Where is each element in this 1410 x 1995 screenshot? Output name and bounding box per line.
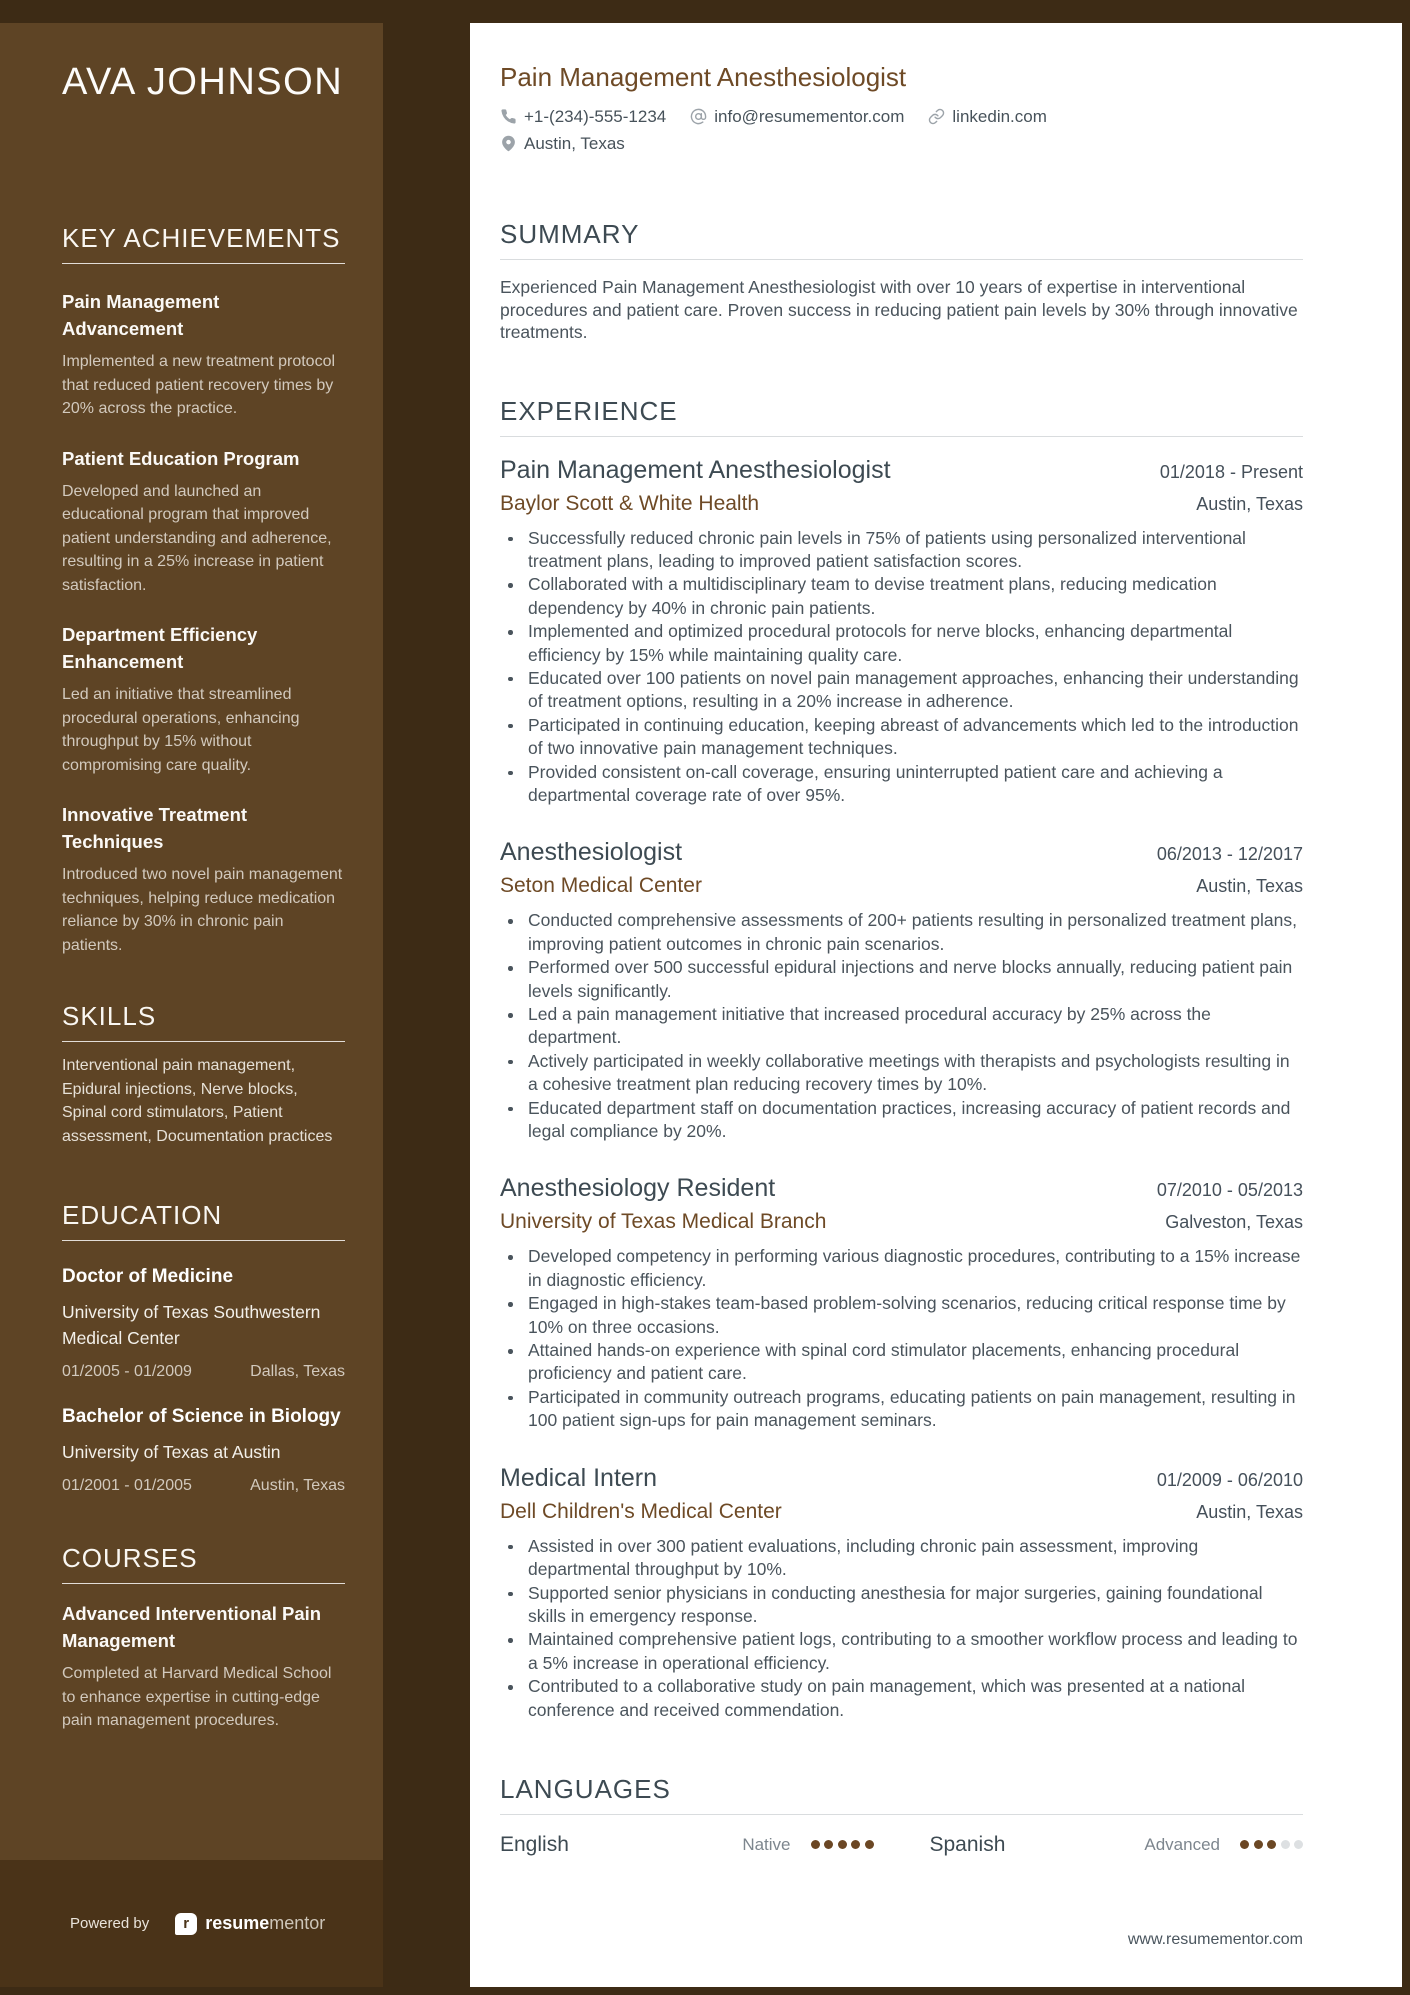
phone-contact[interactable] (500, 103, 666, 130)
job-title: Anesthesiologist (500, 838, 683, 867)
proficiency-dot (811, 1840, 820, 1849)
job-bullet: Educated over 100 patients on novel pain management approaches, enhancing their understanding of treatment options, resulting in a 20% increase in adherence. (500, 667, 1303, 714)
courses-section (62, 1543, 345, 1733)
section-divider (500, 259, 1303, 260)
achievement-title: Patient Education Program (62, 447, 300, 469)
sidebar (0, 23, 383, 1860)
proficiency-dot (1267, 1840, 1276, 1849)
education-meta (62, 1477, 345, 1495)
job-location: Austin, Texas (1196, 1501, 1303, 1522)
job-title: Anesthesiology Resident (500, 1174, 776, 1203)
job-bullet: Led a pain management initiative that increased procedural accuracy by 25% across the department. (500, 1003, 1303, 1050)
job-bullet: Contributed to a collaborative study on pain management, which was presented at a national conference and received commendation. (500, 1675, 1303, 1722)
at-sign-icon (690, 108, 707, 125)
brand-bold: resume (205, 1913, 270, 1933)
company-name: Dell Children's Medical Center (500, 1499, 782, 1523)
job-bullet: Successfully reduced chronic pain levels in 75% of patients using personalized interventional treatment plans, leading to improved patient satisfaction scores. (500, 527, 1303, 574)
proficiency-dot (1281, 1840, 1290, 1849)
company-name: University of Texas Medical Branch (500, 1210, 827, 1234)
job-bullet: Implemented and optimized procedural protocols for nerve blocks, enhancing departmental efficiency by 15% while maintaining quality care. (500, 620, 1303, 667)
language-level-group (1144, 1835, 1303, 1855)
contact-block (500, 103, 1303, 157)
achievements-list (62, 288, 345, 957)
education-meta (62, 1363, 345, 1381)
education-item (62, 1263, 345, 1381)
proficiency-dot (1240, 1840, 1249, 1849)
job-dates: 01/2009 - 06/2010 (1156, 1469, 1303, 1490)
job-bullet: Conducted comprehensive assessments of 200+ patients resulting in personalized treatment plans, improving patient outcomes in chronic pain scenarios. (500, 909, 1303, 956)
achievement-title: Innovative Treatment Techniques (62, 804, 248, 852)
summary-section (500, 219, 1303, 344)
candidate-name: AVA JOHNSON (62, 61, 344, 103)
linkedin-contact[interactable] (928, 103, 1047, 130)
degree-title: Doctor of Medicine (62, 1266, 234, 1287)
skills-text: Interventional pain management, Epidural injections, Nerve blocks, Spinal cord stimulators, Patient assessment, Documentation practices (62, 1057, 333, 1145)
degree-title: Bachelor of Science in Biology (62, 1406, 341, 1427)
company-name: Baylor Scott & White Health (500, 491, 760, 515)
education-heading: EDUCATION (62, 1200, 223, 1230)
language-proficiency-dots (1240, 1840, 1303, 1849)
job-subheader-row (500, 873, 1303, 899)
language-item (930, 1833, 1304, 1857)
languages-list (500, 1833, 1303, 1857)
job-entry (500, 1173, 1303, 1432)
job-bullet: Participated in continuing education, keeping abreast of advancements which led to the introduction of two innovative pain management techniques. (500, 714, 1303, 761)
school-name: University of Texas at Austin (62, 1442, 281, 1462)
job-subheader-row (500, 1499, 1303, 1525)
proficiency-dot (851, 1840, 860, 1849)
jobs-list (500, 455, 1303, 1722)
proficiency-dot (1294, 1840, 1303, 1849)
job-dates: 07/2010 - 05/2013 (1156, 1180, 1303, 1201)
education-item (62, 1403, 345, 1495)
section-divider (62, 263, 345, 264)
achievement-description: Developed and launched an educational program that improved patient understanding and adherence, resulting in a 25% increase in patient satisfaction. (62, 482, 332, 594)
proficiency-dot (865, 1840, 874, 1849)
language-item (500, 1833, 874, 1857)
job-entry (500, 1463, 1303, 1722)
section-divider (500, 436, 1303, 437)
key-achievements-section (62, 223, 345, 957)
achievement-item (62, 621, 345, 777)
job-bullet: Performed over 500 successful epidural injections and nerve blocks annually, reducing patient pain levels significantly. (500, 956, 1303, 1003)
phone-icon (500, 108, 517, 125)
job-location: Galveston, Texas (1165, 1212, 1303, 1233)
email-contact[interactable] (690, 103, 904, 130)
linkedin-url: linkedin.com (952, 107, 1047, 126)
job-entry (500, 455, 1303, 808)
contact-row-1 (500, 103, 1303, 130)
language-level: Advanced (1144, 1834, 1220, 1854)
experience-heading: EXPERIENCE (500, 395, 678, 426)
job-dates: 01/2018 - Present (1159, 461, 1303, 482)
job-bullet: Assisted in over 300 patient evaluations, including chronic pain assessment, improving departmental throughput by 10%. (500, 1535, 1303, 1582)
brand-wordmark (205, 1913, 325, 1934)
job-bullet: Participated in community outreach programs, educating patients on pain management, resulting in 100 patient sign-ups for pain management seminars. (500, 1386, 1303, 1433)
job-location: Austin, Texas (1196, 493, 1303, 514)
section-divider (62, 1041, 345, 1042)
job-bullet: Actively participated in weekly collaborative meetings with therapists and psychologists resulting in a cohesive treatment plan reducing recovery times by 10%. (500, 1050, 1303, 1097)
achievement-description: Implemented a new treatment protocol that reduced patient recovery times by 20% across the practice. (62, 353, 336, 417)
section-divider (62, 1240, 345, 1241)
skills-section (62, 1001, 345, 1148)
language-name: English (500, 1832, 569, 1856)
language-proficiency-dots (811, 1840, 874, 1849)
key-achievements-heading: KEY ACHIEVEMENTS (62, 223, 341, 253)
education-location: Austin, Texas (250, 1477, 345, 1494)
proficiency-dot (1254, 1840, 1263, 1849)
school-name: University of Texas Southwestern Medical Center (62, 1302, 321, 1348)
job-header-row (500, 1463, 1303, 1493)
job-bullet: Provided consistent on-call coverage, ensuring uninterrupted patient care and achieving a departmental coverage rate of over 95%. (500, 761, 1303, 808)
job-bullet: Educated department staff on documentation practices, increasing accuracy of patient records and legal compliance by 20%. (500, 1097, 1303, 1144)
job-bullets (500, 1245, 1303, 1432)
language-name: Spanish (929, 1832, 1006, 1856)
languages-section (500, 1774, 1303, 1857)
achievement-description: Introduced two novel pain management techniques, helping reduce medication reliance by 30% in chronic pain patients. (62, 866, 343, 954)
languages-heading: LANGUAGES (500, 1773, 671, 1804)
proficiency-dot (838, 1840, 847, 1849)
achievement-title: Department Efficiency Enhancement (62, 624, 258, 672)
achievement-item (62, 288, 345, 421)
achievement-item (62, 801, 345, 957)
achievement-item (62, 445, 345, 598)
resumementor-logo-icon: r (175, 1913, 197, 1935)
job-bullet: Maintained comprehensive patient logs, contributing to a smoother workflow process and leading to a 5% increase in operational efficiency. (500, 1628, 1303, 1675)
job-bullets (500, 1535, 1303, 1722)
courses-heading: COURSES (62, 1543, 198, 1573)
job-header-row (500, 837, 1303, 867)
powered-by-label: Powered by (70, 1915, 150, 1932)
job-header-row (500, 1173, 1303, 1203)
education-dates: 01/2001 - 01/2005 (62, 1477, 192, 1494)
brand-light: mentor (269, 1913, 326, 1933)
job-entry (500, 837, 1303, 1143)
courses-list (62, 1600, 345, 1733)
map-pin-icon (500, 135, 517, 152)
job-subheader-row (500, 1209, 1303, 1235)
course-description: Completed at Harvard Medical School to enhance expertise in cutting-edge pain management procedures. (62, 1665, 332, 1729)
email-address: info@resumementor.com (714, 107, 905, 126)
company-name: Seton Medical Center (500, 874, 702, 898)
location-text: Austin, Texas (524, 134, 625, 153)
job-title: Medical Intern (500, 1463, 658, 1492)
achievement-title: Pain Management Advancement (62, 291, 220, 339)
summary-heading: SUMMARY (500, 219, 640, 249)
experience-section (500, 396, 1303, 1722)
job-bullet: Developed competency in performing various diagnostic procedures, contributing to a 15% increase in diagnostic efficiency. (500, 1245, 1303, 1292)
job-bullet: Collaborated with a multidisciplinary team to devise treatment plans, reducing medication dependency by 40% in chronic pain patients. (500, 573, 1303, 620)
website-link[interactable]: www.resumementor.com (1127, 1931, 1303, 1948)
education-list (62, 1263, 345, 1495)
job-bullet: Supported senior physicians in conducting anesthesia for major surgeries, gaining foundational skills in emergency response. (500, 1582, 1303, 1629)
section-divider (62, 1583, 345, 1584)
education-dates: 01/2005 - 01/2009 (62, 1363, 192, 1380)
job-location: Austin, Texas (1196, 876, 1303, 897)
section-divider (500, 1814, 1303, 1815)
job-bullet: Engaged in high-stakes team-based problem-solving scenarios, reducing critical response time by 10% on three occasions. (500, 1292, 1303, 1339)
language-level-group (742, 1835, 873, 1855)
skills-heading: SKILLS (62, 1001, 157, 1031)
course-title: Advanced Interventional Pain Management (62, 1603, 322, 1651)
proficiency-dot (824, 1840, 833, 1849)
education-location: Dallas, Texas (250, 1363, 345, 1380)
link-icon (928, 108, 945, 125)
main-content (470, 23, 1402, 1987)
location-contact (500, 130, 625, 157)
job-title: Pain Management Anesthesiologist (500, 455, 891, 484)
job-headline: Pain Management Anesthesiologist (500, 62, 907, 92)
job-subheader-row (500, 491, 1303, 517)
course-item (62, 1600, 345, 1733)
language-level: Native (742, 1834, 791, 1854)
job-bullets (500, 527, 1303, 808)
summary-text: Experienced Pain Management Anesthesiologist with over 10 years of expertise in interventional procedures and patient care. Proven success in reducing patient pain levels by 30% through innovative treatments. (500, 277, 1298, 342)
contact-row-2 (500, 130, 1303, 157)
job-bullet: Attained hands-on experience with spinal cord stimulator placements, enhancing procedural proficiency and patient care. (500, 1339, 1303, 1386)
job-bullets (500, 909, 1303, 1143)
achievement-description: Led an initiative that streamlined procedural operations, enhancing throughput by 15% without compromising care quality. (62, 686, 300, 774)
powered-by-footer (0, 1860, 383, 1987)
phone-number: +1-(234)-555-1234 (524, 107, 667, 126)
job-dates: 06/2013 - 12/2017 (1156, 844, 1303, 865)
education-section (62, 1200, 345, 1495)
job-header-row (500, 455, 1303, 485)
